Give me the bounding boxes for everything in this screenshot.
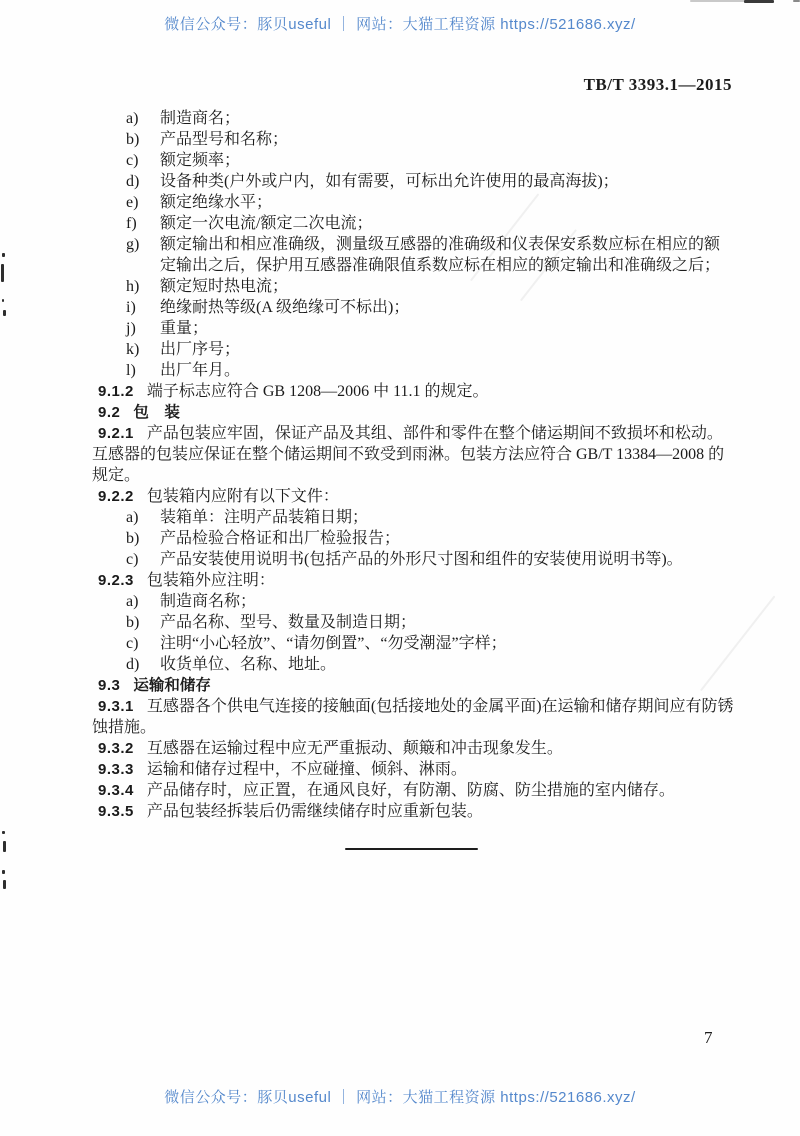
list-item-label: a) — [126, 593, 139, 610]
list-item-text: 注明“小心轻放”、“请勿倒置”、“勿受潮湿”字样； — [160, 635, 507, 652]
list-item-text: 制造商名称； — [160, 593, 257, 610]
list-item-label: d) — [126, 656, 140, 673]
clause-9-2-2 — [92, 486, 734, 507]
clause-9-3-1 — [92, 696, 734, 738]
list-item-text: 额定一次电流/额定二次电流； — [160, 215, 373, 232]
list-item — [92, 108, 734, 129]
section-title: 包 装 — [133, 404, 180, 421]
clause-number: 9.3.4 — [98, 782, 134, 799]
watermark-banner-bottom: 微信公众号：豚贝useful ｜ 网站：大猫工程资源 https://521686.xyz/ — [164, 1089, 636, 1106]
list-item — [92, 171, 734, 192]
list-item-text: 额定频率； — [160, 152, 241, 169]
list-item-label: j) — [126, 320, 136, 337]
clause-9-3-5 — [92, 801, 734, 822]
list-item-label: g) — [126, 236, 140, 253]
list-item-label: k) — [126, 341, 140, 358]
list-item — [92, 654, 734, 675]
list-item-label: i) — [126, 299, 136, 316]
list-item-label: c) — [126, 152, 139, 169]
scan-artifact — [2, 831, 5, 834]
clause-text: 互感器在运输过程中应无严重振动、颠簸和冲击现象发生。 — [146, 740, 563, 757]
list-item-label: a) — [126, 110, 139, 127]
clause-number: 9.3.1 — [98, 698, 134, 715]
list-item — [92, 612, 734, 633]
list-item-text: 收货单位、名称、地址。 — [160, 656, 337, 673]
list-item-label: h) — [126, 278, 140, 295]
scan-artifact — [3, 310, 6, 316]
clause-number: 9.3.3 — [98, 761, 134, 778]
list-item-text: 重量； — [160, 320, 209, 337]
list-item — [92, 318, 734, 339]
list-item-label: f) — [126, 215, 137, 232]
list-item-text: 出厂年月。 — [160, 362, 241, 379]
scan-artifact — [2, 870, 5, 874]
end-of-section-divider — [345, 848, 478, 850]
list-item — [92, 591, 734, 612]
clause-9-3-3 — [92, 759, 734, 780]
scan-artifact — [744, 0, 774, 3]
section-heading-9-2 — [92, 402, 734, 423]
list-item-text: 装箱单：注明产品装箱日期； — [160, 509, 369, 526]
list-item — [92, 507, 734, 528]
list-item-text: 额定短时热电流； — [160, 278, 289, 295]
clause-text: 产品包装应牢固，保证产品及其组、部件和零件在整个储运期间不致损坏和松动。互感器的包装应保证在整个储运期间不致受到雨淋。包装方法应符合 GB/T 13384—2008 的规定。 — [92, 425, 725, 484]
section-number: 9.3 — [98, 677, 121, 694]
list-item-text: 出厂序号； — [160, 341, 241, 358]
list-item-text: 设备种类(户外或户内，如有需要，可标出允许使用的最高海拔)； — [160, 173, 619, 190]
clause-text: 端子标志应符合 GB 1208—2006 中 11.1 的规定。 — [146, 383, 489, 400]
clause-9-2-3 — [92, 570, 734, 591]
clause-9-3-4 — [92, 780, 734, 801]
watermark-banner-top: 微信公众号：豚贝useful ｜ 网站：大猫工程资源 https://521686.xyz/ — [164, 16, 636, 33]
list-item-text: 产品名称、型号、数量及制造日期； — [160, 614, 417, 631]
clause-number: 9.3.5 — [98, 803, 134, 820]
list-item-label: a) — [126, 509, 139, 526]
list-item-text: 产品检验合格证和出厂检验报告； — [160, 530, 401, 547]
scan-artifact — [1, 264, 4, 282]
list-item-text: 额定绝缘水平； — [160, 194, 273, 211]
list-item-label: b) — [126, 530, 140, 547]
list-item — [92, 360, 734, 381]
list-item — [92, 528, 734, 549]
list-item — [92, 213, 734, 234]
section-number: 9.2 — [98, 404, 121, 421]
list-item — [92, 297, 734, 318]
scan-artifact — [3, 841, 6, 852]
list-item — [92, 150, 734, 171]
scan-artifact — [2, 253, 5, 257]
list-item-label: b) — [126, 614, 140, 631]
clause-9-1-2 — [92, 381, 734, 402]
clause-number: 9.3.2 — [98, 740, 134, 757]
list-item-label: l) — [126, 362, 136, 379]
list-item — [92, 234, 734, 276]
list-item — [92, 549, 734, 570]
scan-artifact — [2, 299, 4, 302]
list-item-label: e) — [126, 194, 139, 211]
clause-9-3-2 — [92, 738, 734, 759]
clause-text: 包装箱外应注明： — [146, 572, 275, 589]
page-number: 7 — [704, 1028, 713, 1047]
section-title: 运输和储存 — [133, 677, 211, 694]
clause-number: 9.1.2 — [98, 383, 134, 400]
clause-text: 产品包装经拆装后仍需继续储存时应重新包装。 — [146, 803, 483, 820]
clause-text: 运输和储存过程中，不应碰撞、倾斜、淋雨。 — [146, 761, 467, 778]
document-body — [92, 108, 734, 822]
clause-number: 9.2.2 — [98, 488, 134, 505]
clause-9-2-1 — [92, 423, 734, 486]
scan-artifact — [3, 880, 6, 889]
list-item-label: b) — [126, 131, 140, 148]
list-item — [92, 192, 734, 213]
standard-number: TB/T 3393.1—2015 — [583, 75, 732, 94]
clause-text: 包装箱内应附有以下文件： — [146, 488, 339, 505]
list-item-label: d) — [126, 173, 140, 190]
scan-artifact — [793, 0, 800, 2]
list-item-label: c) — [126, 635, 139, 652]
list-item-text: 绝缘耐热等级(A 级绝缘可不标出)； — [160, 299, 410, 316]
list-item — [92, 633, 734, 654]
list-item-text: 制造商名； — [160, 110, 241, 127]
clause-number: 9.2.3 — [98, 572, 134, 589]
list-item — [92, 276, 734, 297]
list-item-text: 产品型号和名称； — [160, 131, 289, 148]
clause-number: 9.2.1 — [98, 425, 134, 442]
section-heading-9-3 — [92, 675, 734, 696]
list-item — [92, 129, 734, 150]
clause-text: 互感器各个供电气连接的接触面(包括接地处的金属平面)在运输和储存期间应有防锈蚀措施。 — [92, 698, 734, 736]
list-item-label: c) — [126, 551, 139, 568]
list-item-text: 产品安装使用说明书(包括产品的外形尺寸图和组件的安装使用说明书等)。 — [160, 551, 683, 568]
list-item — [92, 339, 734, 360]
clause-text: 产品储存时，应正置，在通风良好，有防潮、防腐、防尘措施的室内储存。 — [146, 782, 675, 799]
list-item-text: 额定输出和相应准确级，测量级互感器的准确级和仪表保安系数应标在相应的额定输出之后，保护用互感器准确限值系数应标在相应的额定输出和准确级之后； — [160, 236, 721, 274]
scan-artifact — [690, 0, 745, 2]
